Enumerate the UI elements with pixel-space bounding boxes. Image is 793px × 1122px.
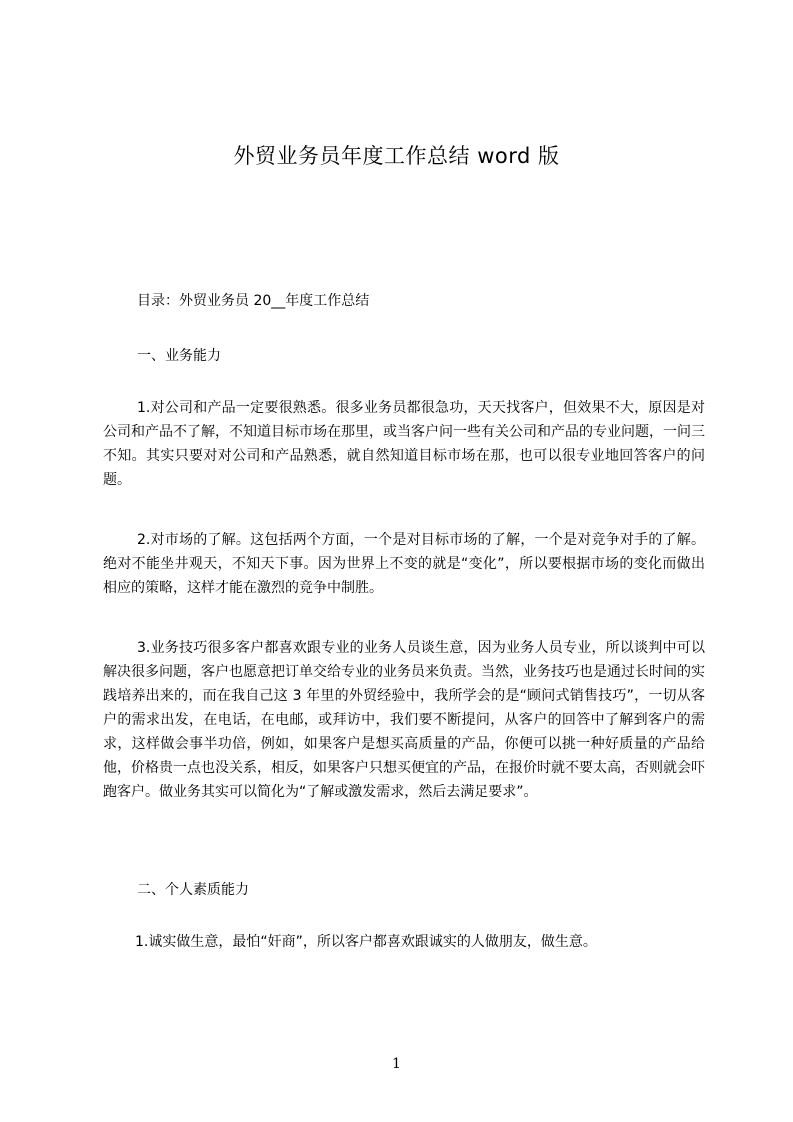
page-number: 1	[392, 1056, 401, 1072]
paragraph-business-skills: 3.业务技巧很多客户都喜欢跟专业的业务人员谈生意，因为业务人员专业，所以谈判中可以解决很多问题，客户也愿意把订单交给专业的业务员来负责。当然，业务技巧也是通过长时间的实践培养出来的，而在我自己这 3 年里的外贸经验中，我所学会的是“顾问式销售技巧”，一切从客户的需求出发，在电话，在电邮，或拜访中，我们要不断提问，从客户的回答中了解到客户的需求，这样做会事半功倍，例如，如果客户是想买高质量的产品，你便可以挑一种好质量的产品给他，价格贵一点也没关系，相反，如果客户只想买便宜的产品，在报价时就不要太高，否则就会吓跑客户。做业务其实可以简化为“了解或激发需求，然后去满足要求”。	[103, 640, 705, 800]
table-of-contents-line: 目录：外贸业务员 20__年度工作总结	[137, 293, 370, 309]
section-heading-business-ability: 一、业务能力	[137, 348, 221, 364]
document-title: 外贸业务员年度工作总结 word 版	[233, 144, 560, 168]
section-heading-personal-quality: 二、个人素质能力	[137, 882, 249, 898]
paragraph-company-products: 1.对公司和产品一定要很熟悉。很多业务员都很急功，天天找客户，但效果不大，原因是对公司和产品不了解，不知道目标市场在那里，或当客户问一些有关公司和产品的专业问题，一问三不知。其实只要对对公司和产品熟悉，就自然知道目标市场在那，也可以很专业地回答客户的问题。	[103, 400, 705, 488]
paragraph-market-understanding: 2.对市场的了解。这包括两个方面，一个是对目标市场的了解，一个是对竞争对手的了解。绝对不能坐井观天，不知天下事。因为世界上不变的就是“变化”，所以要根据市场的变化而做出相应的策略，这样才能在激烈的竞争中制胜。	[103, 532, 705, 596]
paragraph-honesty: 1.诚实做生意，最怕“奸商”，所以客户都喜欢跟诚实的人做朋友，做生意。	[135, 934, 597, 950]
